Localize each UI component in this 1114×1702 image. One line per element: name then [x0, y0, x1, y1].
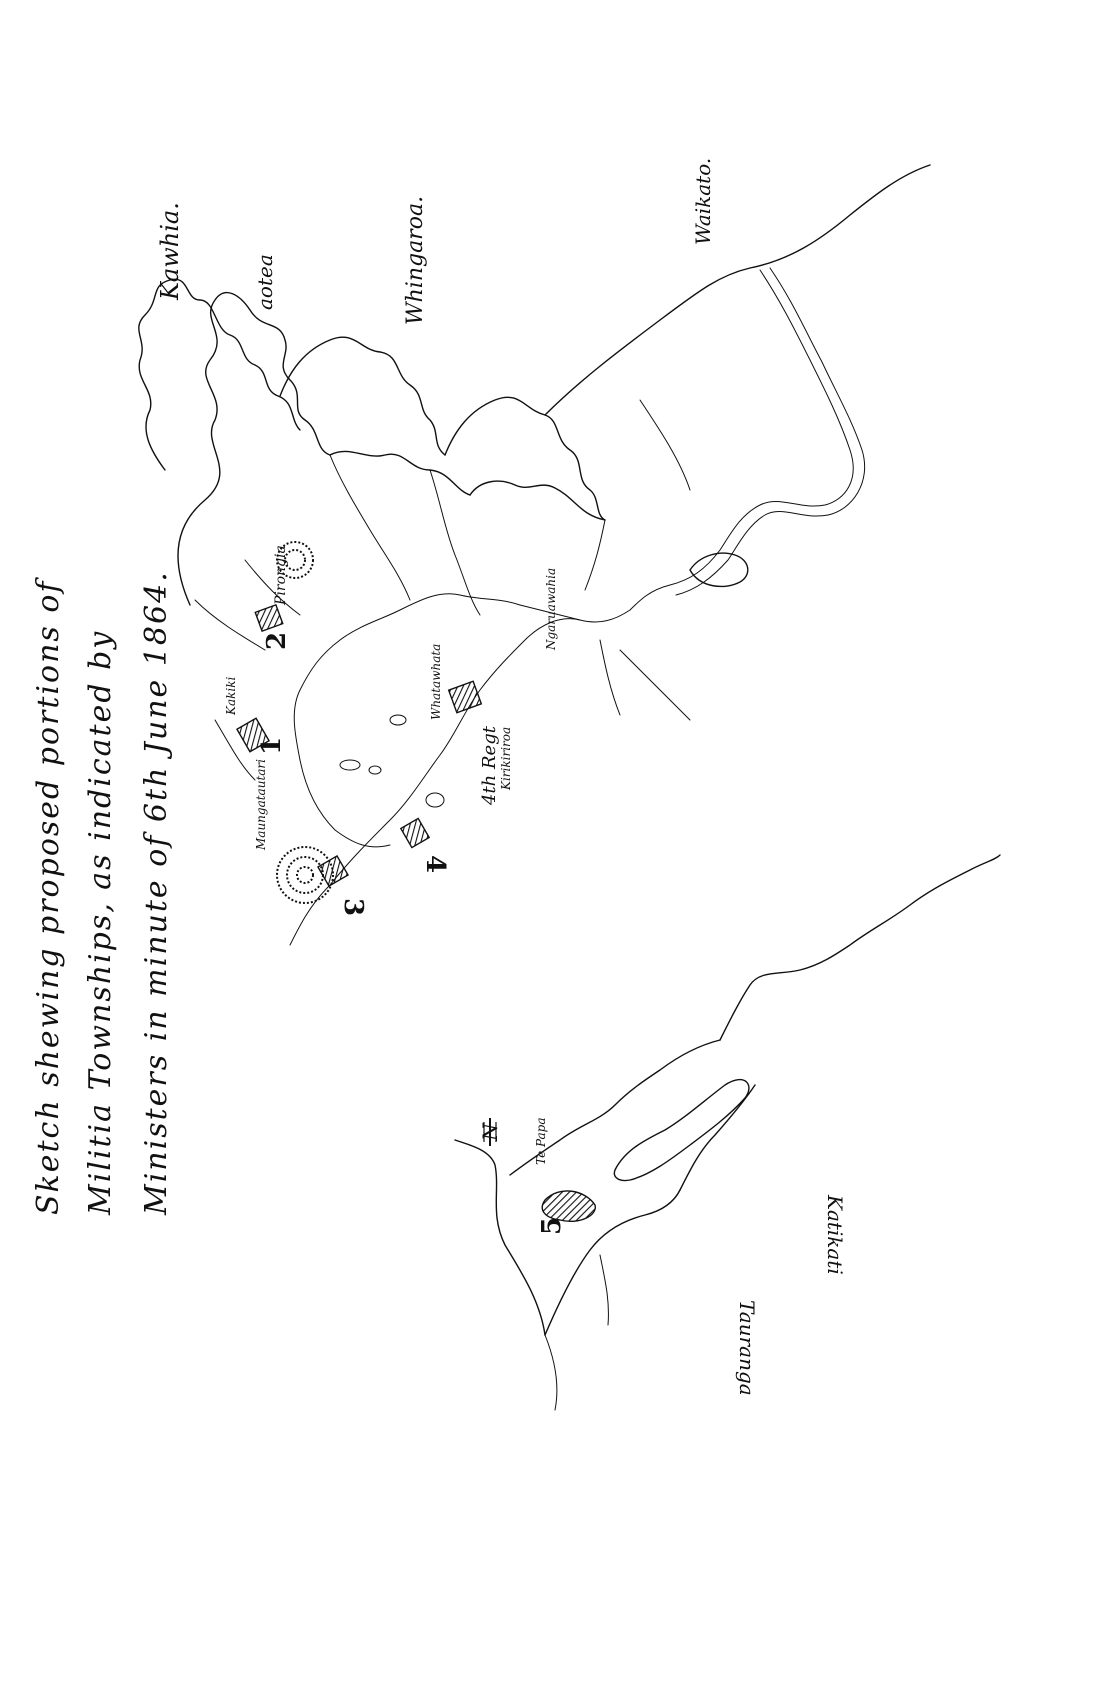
whingaroa-harbour — [445, 397, 605, 520]
township-2-marker — [255, 605, 283, 631]
tauranga-coast — [455, 1140, 545, 1335]
tributary-d — [330, 455, 410, 600]
label-4th-regt: 4th Regt — [479, 726, 500, 805]
label-kirikiriroa: Kirikiriroa — [499, 726, 513, 790]
township-4-marker — [401, 818, 429, 847]
tauranga-stream — [545, 1335, 557, 1410]
title-line-1: Sketch shewing proposed portions of — [31, 579, 66, 1215]
west-coast-north — [545, 165, 930, 415]
north-arrow-icon — [478, 1118, 502, 1146]
tributary-i — [600, 640, 620, 715]
waikato-lower — [290, 610, 630, 945]
tributary-f — [585, 520, 605, 590]
label-aotea: aotea — [253, 254, 277, 310]
label-te-papa: Te Papa — [534, 1117, 548, 1165]
aotea-harbour — [280, 337, 445, 455]
township-2-number: 2 — [262, 631, 292, 650]
small-lake-4 — [426, 793, 444, 807]
township-1-number: 1 — [257, 736, 287, 755]
small-lake-3 — [369, 766, 381, 774]
north-arrow-label: N — [478, 1123, 502, 1141]
label-tauranga: Tauranga — [735, 1300, 759, 1396]
township-kirikiriroa-marker — [449, 681, 482, 712]
katikati-coast — [720, 855, 1000, 1040]
tributary-a — [195, 600, 265, 650]
township-3-number: 3 — [338, 898, 368, 917]
title-line-3: Ministers in minute of 6th June 1864. — [139, 570, 174, 1215]
label-waikato: Waikato. — [691, 157, 715, 245]
whingaroa-south-shore — [470, 481, 605, 520]
township-3-marker — [318, 856, 348, 886]
place-labels — [156, 158, 847, 1396]
waikato-river-east-bank — [676, 268, 865, 595]
aotea-shore — [330, 451, 470, 495]
matakana-island — [614, 1080, 749, 1181]
tributary-h — [620, 650, 690, 720]
label-ngaruawahia: Ngaruawahia — [544, 567, 558, 650]
label-kawhia: Kawhia. — [156, 202, 184, 300]
label-kakiki: Kakiki — [224, 676, 238, 715]
small-lake-1 — [390, 715, 406, 725]
label-maungatautari: Maungatautari — [254, 759, 268, 850]
label-pirongia: Pirongia — [273, 545, 289, 605]
title-block — [31, 570, 174, 1216]
label-whatawhata: Whatawhata — [429, 643, 443, 720]
township-5-number: 5 — [537, 1216, 567, 1235]
township-4-number: 4 — [420, 855, 450, 874]
township-numbers — [257, 632, 567, 1235]
tauranga-stream-2 — [600, 1255, 608, 1325]
kawhia-coastline — [178, 293, 330, 605]
tributary-g — [640, 400, 690, 490]
township-5-marker — [542, 1191, 595, 1221]
small-lake-2 — [340, 760, 360, 770]
label-whingaroa: Whingaroa. — [403, 195, 428, 325]
title-line-2: Militia Townships, as indicated by — [83, 629, 118, 1215]
label-katikati: Katikati — [823, 1195, 847, 1275]
katikati-inner — [680, 1085, 755, 1190]
